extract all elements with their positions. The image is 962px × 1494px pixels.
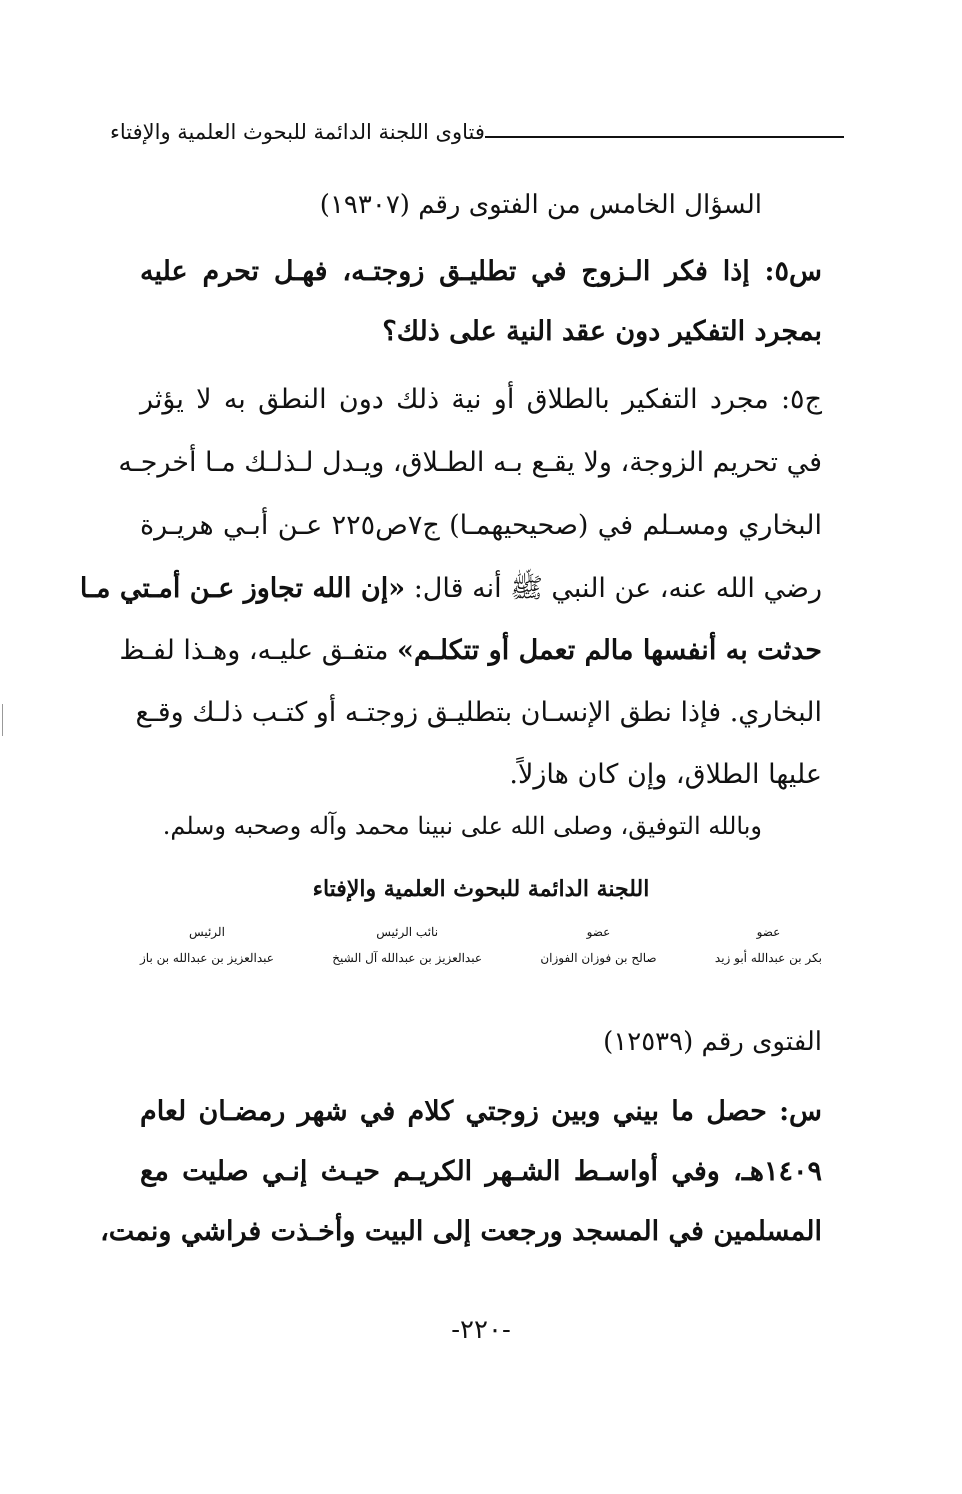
answer-line-rest: متفـق عليـه، وهـذا لفـظ xyxy=(119,635,397,666)
answer-line: البخاري ومسـلم في (صحيحيهمـا) ج٧ص٢٢٥ عـن أبـي هريـرة xyxy=(140,510,822,541)
committee-title: اللجنة الدائمة للبحوث العلمية والإفتاء xyxy=(312,876,650,902)
signatory-name: بكر بن عبدالله أبو زيد xyxy=(714,951,822,965)
fatwa-1 xyxy=(79,185,822,815)
question-line: المسلمين في المسجد ورجعت إلى البيت وأخـذت فراشي ونمت، xyxy=(100,1216,822,1247)
page-number: -٢٢٠- xyxy=(451,1315,511,1345)
answer-line-hadith-start xyxy=(79,569,822,609)
margin-mark xyxy=(2,704,3,736)
signatory-name: عبدالعزيز بن عبدالله آل الشيخ xyxy=(332,951,483,965)
signatory-name: عبدالعزيز بن عبدالله بن باز xyxy=(140,951,274,965)
question-line: س: حصل ما بيني وبين زوجتي كلام في شهر رمضـان لعام xyxy=(140,1096,822,1127)
answer-line: في تحريم الزوجة، ولا يقـع بـه الطـلاق، ويـدل لـذلـك مـا أخرجـه xyxy=(118,447,822,478)
answer-line-hadith-end xyxy=(119,631,822,671)
signatories xyxy=(140,925,822,965)
signatory xyxy=(540,925,656,965)
running-header-title: فتاوى اللجنة الدائمة للبحوث العلمية والإفتاء xyxy=(110,120,485,144)
header-rule xyxy=(485,136,844,138)
answer-line: ج٥: مجرد التفكير بالطلاق أو نية ذلك دون النطق به لا يؤثر xyxy=(140,384,822,415)
fatwa-2 xyxy=(100,1022,822,1252)
signatory xyxy=(140,925,274,965)
hadith-text: «إن الله تجاوز عـن أمـتي مـا xyxy=(79,573,406,604)
question-line: بمجرد التفكير دون عقد النية على ذلك؟ xyxy=(382,316,822,347)
closing-formula: وبالله التوفيق، وصلى الله على نبينا محمد وآله وصحبه وسلم. xyxy=(162,812,762,840)
signatory xyxy=(715,925,822,965)
answer-line-prefix: رضي الله عنه، عن النبي ﷺ أنه قال: xyxy=(405,573,822,604)
running-header xyxy=(100,112,844,152)
question-line: س٥: إذا فكر الـزوج في تطليـق زوجتـه، فهـل تحرم عليه xyxy=(140,256,822,287)
signatory-role: عضو xyxy=(756,925,781,939)
signatory-role: الرئيس xyxy=(189,925,225,939)
signatory xyxy=(332,925,482,965)
signatory-role: نائب الرئيس xyxy=(376,925,439,939)
answer-line: البخاري. فإذا نطق الإنسـان بتطليـق زوجتـه أو كتـب ذلـك وقـع xyxy=(135,697,822,728)
signatory-name: صالح بن فوزان الفوزان xyxy=(540,951,657,965)
signatory-role: عضو xyxy=(586,925,611,939)
question-line: ١٤٠٩هـ، وفي أواسـط الشـهر الكريـم حيـث إنـي صليت مع xyxy=(140,1156,822,1187)
hadith-text: حدثت به أنفسها مالم تعمل أو تتكلـم» xyxy=(397,635,822,666)
fatwa-1-heading: السؤال الخامس من الفتوى رقم (١٩٣٠٧) xyxy=(319,190,762,220)
fatwa-2-heading: الفتوى رقم (١٢٥٣٩) xyxy=(603,1027,822,1057)
answer-line: عليها الطلاق، وإن كان هازلاً. xyxy=(509,759,822,790)
